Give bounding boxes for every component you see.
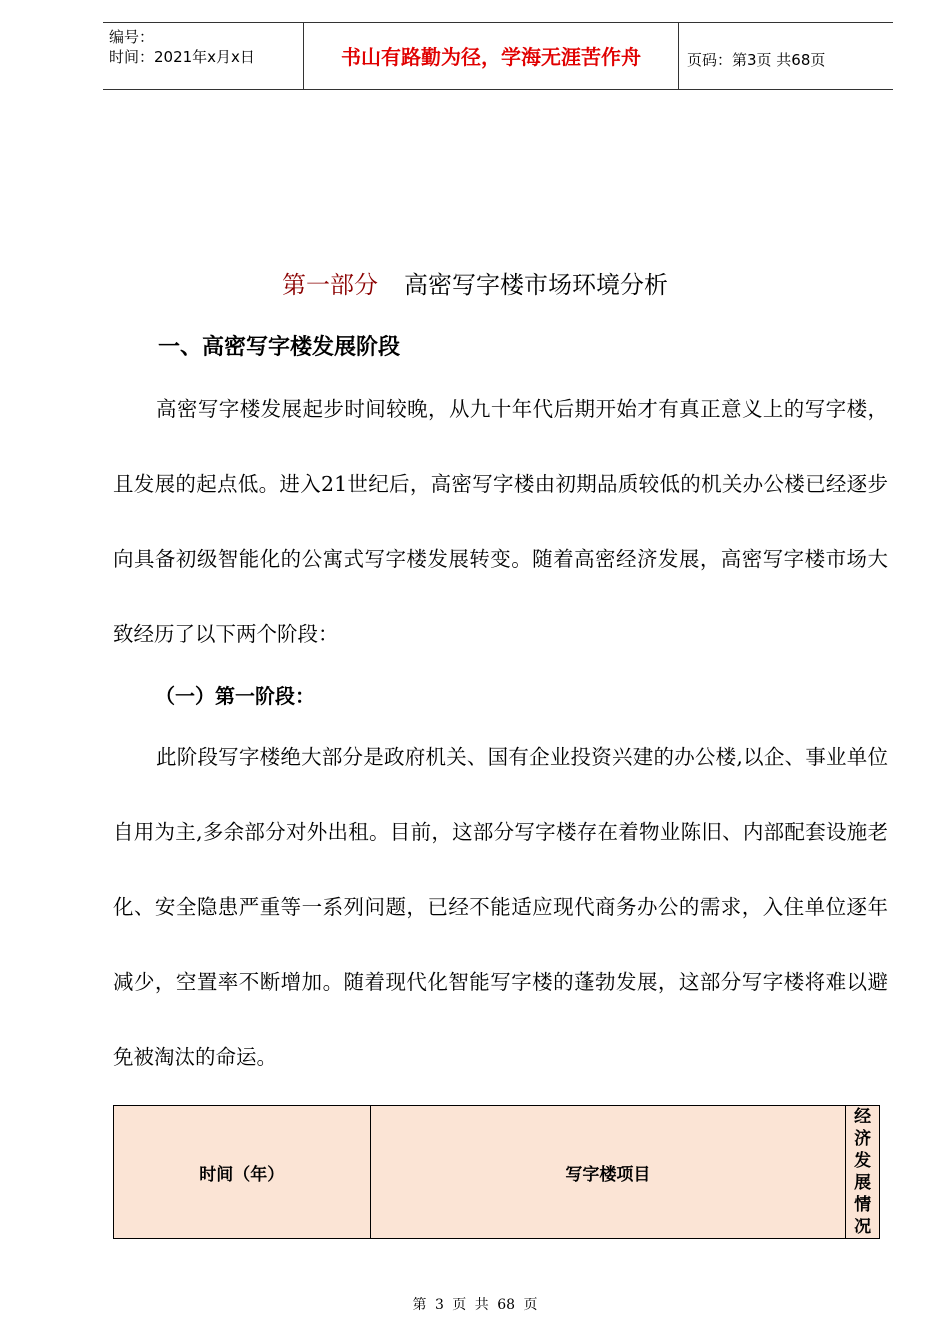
page-footer: 第 3 页 共 68 页 (412, 1297, 538, 1313)
part-label: 第一部分 (282, 271, 378, 299)
section-heading: 一、高密写字楼发展阶段 (158, 335, 401, 360)
document-number-label: 编号： (109, 28, 155, 46)
office-development-table (113, 1105, 880, 1239)
header-page-info: 页码：第3页 共68页 (687, 51, 826, 69)
header-motto: 书山有路勤为径，学海无涯苦作舟 (303, 22, 679, 89)
document-date: 时间：2021年x月x日 (109, 48, 255, 66)
part-heading: 高密写字楼市场环境分析 (404, 271, 668, 299)
part-title (0, 265, 950, 300)
header-meta (109, 27, 304, 67)
stage-paragraph: 此阶段写字楼绝大部分是政府机关、国有企业投资兴建的办公楼,以企、事业单位自用为主,多余部分对外出租。目前，这部分写字楼存在着物业陈旧、内部配套设施老化、安全隐患严重等一系列问题，已经不能适应现代商务办公的需求，入住单位逐年减少，空置率不断增加。随着现代化智能写字楼的蓬勃发展，这部分写字楼将难以避免被淘汰的命运。 (113, 745, 888, 1069)
section-paragraph: 高密写字楼发展起步时间较晚，从九十年代后期开始才有真正意义上的写字楼，且发展的起点低。进入21世纪后，高密写字楼由初期品质较低的机关办公楼已经逐步向具备初级智能化的公寓式写字楼发展转变。随着高密经济发展，高密写字楼市场大致经历了以下两个阶段： (113, 397, 888, 646)
col-header-project: 写字楼项目 (370, 1106, 846, 1239)
table-header-row (114, 1106, 880, 1239)
col-header-economy: 经济发展情况 (846, 1106, 880, 1239)
col-header-time: 时间（年） (114, 1106, 371, 1239)
page-header (103, 22, 893, 90)
stage-heading: （一）第一阶段： (155, 684, 315, 708)
